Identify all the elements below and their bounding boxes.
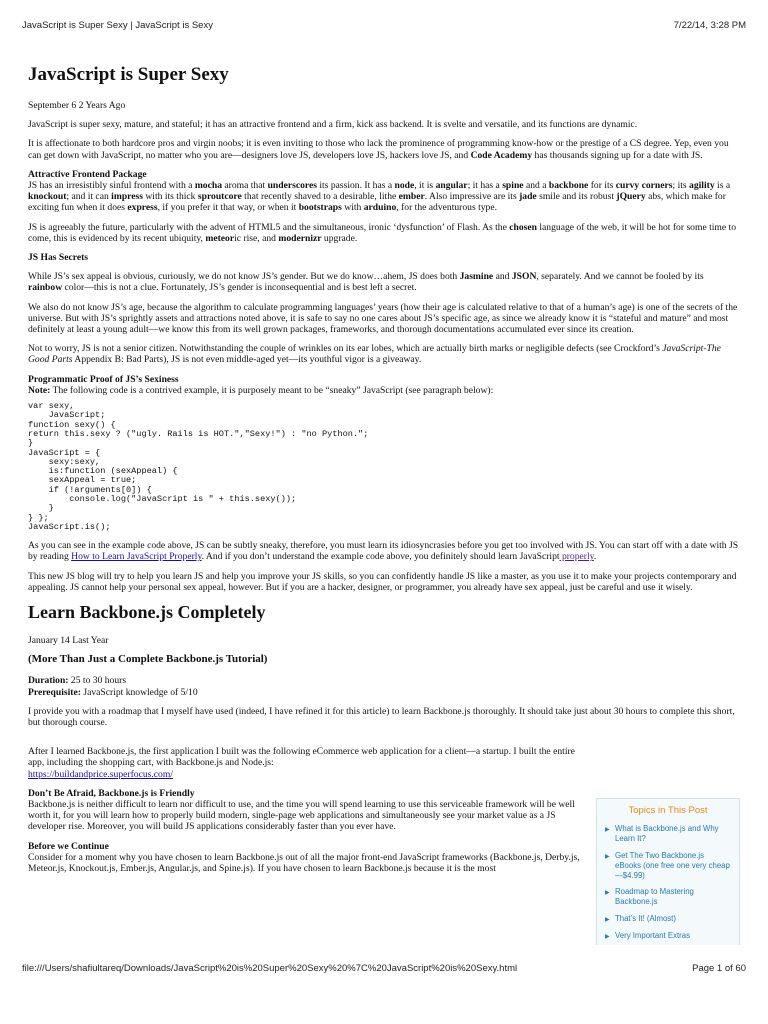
bullet-icon: ▶ bbox=[605, 933, 610, 940]
topic-item[interactable]: ▶ What is Backbone.js and Why Learn It? bbox=[605, 824, 719, 844]
bullet-icon: ▶ bbox=[605, 827, 610, 834]
link-buildandprice[interactable]: https://buildandprice.superfocus.com/ bbox=[28, 768, 173, 780]
topic-item[interactable]: ▶ Get The Two Backbone.js eBooks (one free one very cheap—$4.99) bbox=[605, 850, 730, 881]
topic-item[interactable]: ▶ Very Important Extras bbox=[605, 931, 731, 942]
section-heading: Don’t Be Afraid, Backbone.js is Friendly bbox=[28, 787, 195, 799]
paragraph: As you can see in the example code above, JS can be subtly sneaky, therefore, you must learn its idiosyncrasies before you get too involved with JS. You can start off with a date with JS by reading How to Learn JavaScript Properly. And if you don’t understand the example code above, you definitely should learn JavaScript properly. bbox=[28, 540, 739, 563]
paragraph: Consider for a moment why you have chosen to learn Backbone.js out of all the major front-end JavaScript frameworks (Backbone.js, Derby.js, Meteor.js, Knockout.js, Ember.js, Angular.js, and Spine.js). If you have chosen to learn Backbone.js because it is the most bbox=[28, 851, 580, 875]
paragraph: Not to worry, JS is not a senior citizen. Notwithstanding the couple of wrinkles on its ear lobes, which are actually birth marks or negligible defects (see Crockford’s JavaScript-The Good Parts Appendix B: Bad Parts), JS is not even middle-aged yet—its youthful vigor is a giveaway. bbox=[28, 343, 721, 366]
bullet-icon: ▶ bbox=[605, 853, 610, 860]
paragraph: JS has an irresistibly sinful frontend with a mocha aroma that underscores its passion. It has a node, it is angular; it has a spine and a backbone for its curvy corners; its agility is a knockout; and it can impress with its thick sproutcore that recently shaved to a desirable, lithe ember. Also impressive are its jade smile and its robust jQuery abs, which make for exciting fun when it does express, if you prefer it that way, or when it bootstraps with arduino, for the adventurous type. bbox=[28, 180, 731, 214]
paragraph: Note: The following code is a contrived example, it is purposely meant to be “sneaky” JavaScript (see paragraph below): bbox=[28, 384, 494, 396]
paragraph: We also do not know JS’s age, because the algorithm to calculate programming languages’ years (how their age is calculated relative to that of a human’s age) is one of the secrets of the universe. But with JS’s sprightly assets and attractions noted above, it is safe to say no one cares about JS’s specific age, as since we already know it is “stateful and mature” and most definitely at least a young adult—we know this from its well grown packages, frameworks, and thorough documentations accumulated ever since its creation. bbox=[28, 301, 738, 336]
topic-item[interactable]: ▶ That’s It! (Almost) bbox=[605, 914, 731, 925]
topic-item[interactable]: ▶ Roadmap to Mastering Backbone.js bbox=[605, 887, 694, 907]
bullet-icon: ▶ bbox=[605, 890, 610, 897]
section-heading: JS Has Secrets bbox=[28, 252, 89, 264]
paragraph: JS is agreeably the future, particularly with the advent of HTML5 and the simultaneous, ironic ‘dysfunction’ of Flash. As the chosen language of the web, it will be hot for some time to come, this is evidenced by its recent ubiquity, meteoric rise, and modernizr upgrade. bbox=[28, 221, 737, 244]
post-title[interactable]: Learn Backbone.js Completely bbox=[28, 602, 266, 623]
print-footer-page: Page 1 of 60 bbox=[692, 963, 746, 974]
prerequisite: Prerequisite: JavaScript knowledge of 5/10 bbox=[28, 686, 198, 698]
post-date: September 6 2 Years Ago bbox=[28, 100, 126, 111]
duration: Duration: 25 to 30 hours bbox=[28, 675, 127, 687]
print-header bbox=[22, 20, 746, 31]
link-learn-javascript-properly[interactable]: How to Learn JavaScript Properly bbox=[71, 551, 202, 563]
paragraph: JavaScript is super sexy, mature, and stateful; it has an attractive frontend and a firm, kick ass backend. It is svelte and versatile, and its functions are dynamic. bbox=[28, 119, 638, 131]
post-body-narrow bbox=[28, 746, 588, 874]
bullet-icon: ▶ bbox=[605, 916, 610, 923]
paragraph: It is affectionate to both hardcore pros and virgin noobs; it is even inviting to those who lack the prominence of programming know-how or the prestige of a CS degree. Yep, even you can get down with JavaScript, no matter who you are—designers love JS, developers love JS, hackers love JS, and Code Academy has thousands signing up for a date with JS. bbox=[28, 138, 729, 161]
paragraph: Backbone.js is neither difficult to learn nor difficult to use, and the time you will spend learning to use this serviceable framework will be well worth it, for you will learn how to properly build modern, single-page web applications and simultaneously see your market value as a JS developer rise. Moreover, you will build JS applications considerably faster than you ever have. bbox=[28, 799, 575, 833]
topics-title: Topics in This Post bbox=[628, 805, 708, 816]
paragraph: I provide you with a roadmap that I myself have used (indeed, I have refined it for this article) to learn Backbone.js thoroughly. It should take just about 30 hours to complete this short, but thorough course. bbox=[28, 705, 735, 729]
paragraph: This new JS blog will try to help you learn JS and help you improve your JS skills, so you can confidently handle JS like a master, as you use it to make your projects contemporary and appealing. JS cannot help your personal sex appeal, however. But if you are a hacker, designer, or programmer, you already have sex appeal, just be careful and use it wisely. bbox=[28, 570, 737, 593]
section-heading: Before we Continue bbox=[28, 840, 109, 852]
page-content bbox=[28, 60, 740, 945]
paragraph: After I learned Backbone.js, the first application I built was the following eCommerce web application for a client—a startup. I built the entire app, including the shopping cart, with Backbone.js and Node.js: https://buildandprice.superfocus.com/ bbox=[28, 746, 575, 780]
paragraph: While JS’s sex appeal is obvious, curiously, we do not know JS’s gender. But we do know…ahem, JS does both Jasmine and JSON, separately. And we cannot be fooled by its rainbow color—this is not a clue. Fortunately, JS’s gender is inconsequential and is best left a secret. bbox=[28, 271, 704, 294]
post-subtitle: (More Than Just a Complete Backbone.js Tutorial) bbox=[28, 653, 268, 666]
post-date: January 14 Last Year bbox=[28, 635, 109, 647]
topics-box bbox=[596, 798, 740, 945]
post-title[interactable]: JavaScript is Super Sexy bbox=[28, 64, 229, 85]
print-footer bbox=[22, 963, 746, 974]
print-header-datetime: 7/22/14, 3:28 PM bbox=[673, 20, 746, 31]
link-properly[interactable]: properly bbox=[559, 551, 594, 563]
section-heading: Programmatic Proof of JS’s Sexiness bbox=[28, 373, 179, 385]
print-header-title: JavaScript is Super Sexy | JavaScript is Sexy bbox=[22, 20, 213, 31]
code-block: var sexy, JavaScript; function sexy() { return this.sexy ? ("ugly. Rails is HOT.","Sexy!") : "no Python."; } JavaScript = { sexy:sexy, is:function (sexAppeal) { sexAppeal = true; if (!arguments[0]) { console.log("JavaScript is " + this.sexy()); } } }; JavaScript.is(); bbox=[28, 401, 369, 532]
section-heading: Attractive Frontend Package bbox=[28, 168, 147, 180]
print-footer-path: file:///Users/shafiultareq/Downloads/JavaScript%20is%20Super%20Sexy%20%7C%20JavaScript%20is%20Sexy.html bbox=[22, 963, 518, 974]
